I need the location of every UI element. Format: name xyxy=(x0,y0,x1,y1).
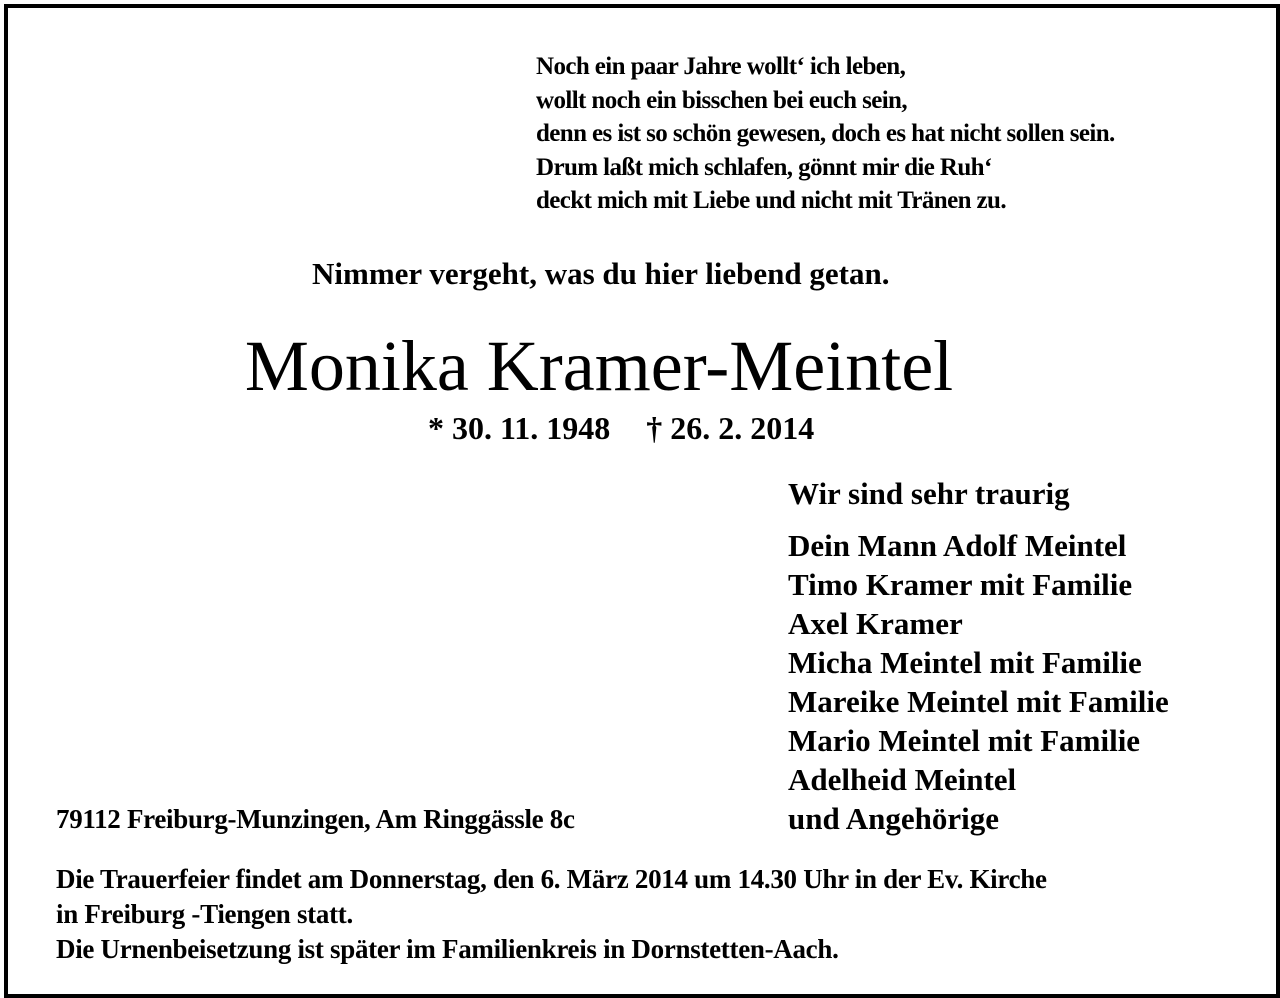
mourner-name: Timo Kramer mit Familie xyxy=(788,567,1133,602)
notice-line: in Freiburg -Tiengen statt. xyxy=(56,899,353,929)
obituary-frame xyxy=(4,4,1280,998)
poem-line: Drum laßt mich schlafen, gönnt mir die Ruh‘ xyxy=(536,153,992,181)
poem-line: deckt mich mit Liebe und nicht mit Tränen zu. xyxy=(536,187,1007,214)
poem-line: Noch ein paar Jahre wollt‘ ich leben, xyxy=(536,53,906,80)
mourner-name: Adelheid Meintel xyxy=(788,762,1017,797)
mourner-name: Dein Mann Adolf Meintel xyxy=(788,528,1127,563)
mourner-name: Mareike Meintel mit Familie xyxy=(788,684,1169,719)
mourner-name: Mario Meintel mit Familie xyxy=(788,723,1141,758)
mourners-intro: Wir sind sehr traurig xyxy=(788,476,1070,511)
poem-line: denn es ist so schön gewesen, doch es hat nicht sollen sein. xyxy=(536,120,1115,147)
family-address: 79112 Freiburg-Munzingen, Am Ringgässle 8c xyxy=(56,804,575,834)
mourners-list xyxy=(788,526,1169,838)
mourner-name: Axel Kramer xyxy=(788,606,963,641)
mourner-name: und Angehörige xyxy=(788,801,1000,836)
life-dates xyxy=(428,410,814,447)
mourner-name: Micha Meintel mit Familie xyxy=(788,645,1142,680)
notice-line: Die Urnenbeisetzung ist später im Familienkreis in Dornstetten-Aach. xyxy=(56,934,839,964)
birth-date: * 30. 11. 1948 xyxy=(428,410,611,446)
poem-line: wollt noch ein bisschen bei euch sein, xyxy=(536,86,907,114)
death-date: † 26. 2. 2014 xyxy=(646,410,815,446)
poem xyxy=(536,50,1115,218)
funeral-notice xyxy=(56,862,1047,967)
motto: Nimmer vergeht, was du hier liebend getan. xyxy=(312,256,890,291)
notice-line: Die Trauerfeier findet am Donnerstag, den 6. März 2014 um 14.30 Uhr in der Ev. Kirche xyxy=(56,864,1047,894)
deceased-name: Monika Kramer-Meintel xyxy=(244,326,954,406)
